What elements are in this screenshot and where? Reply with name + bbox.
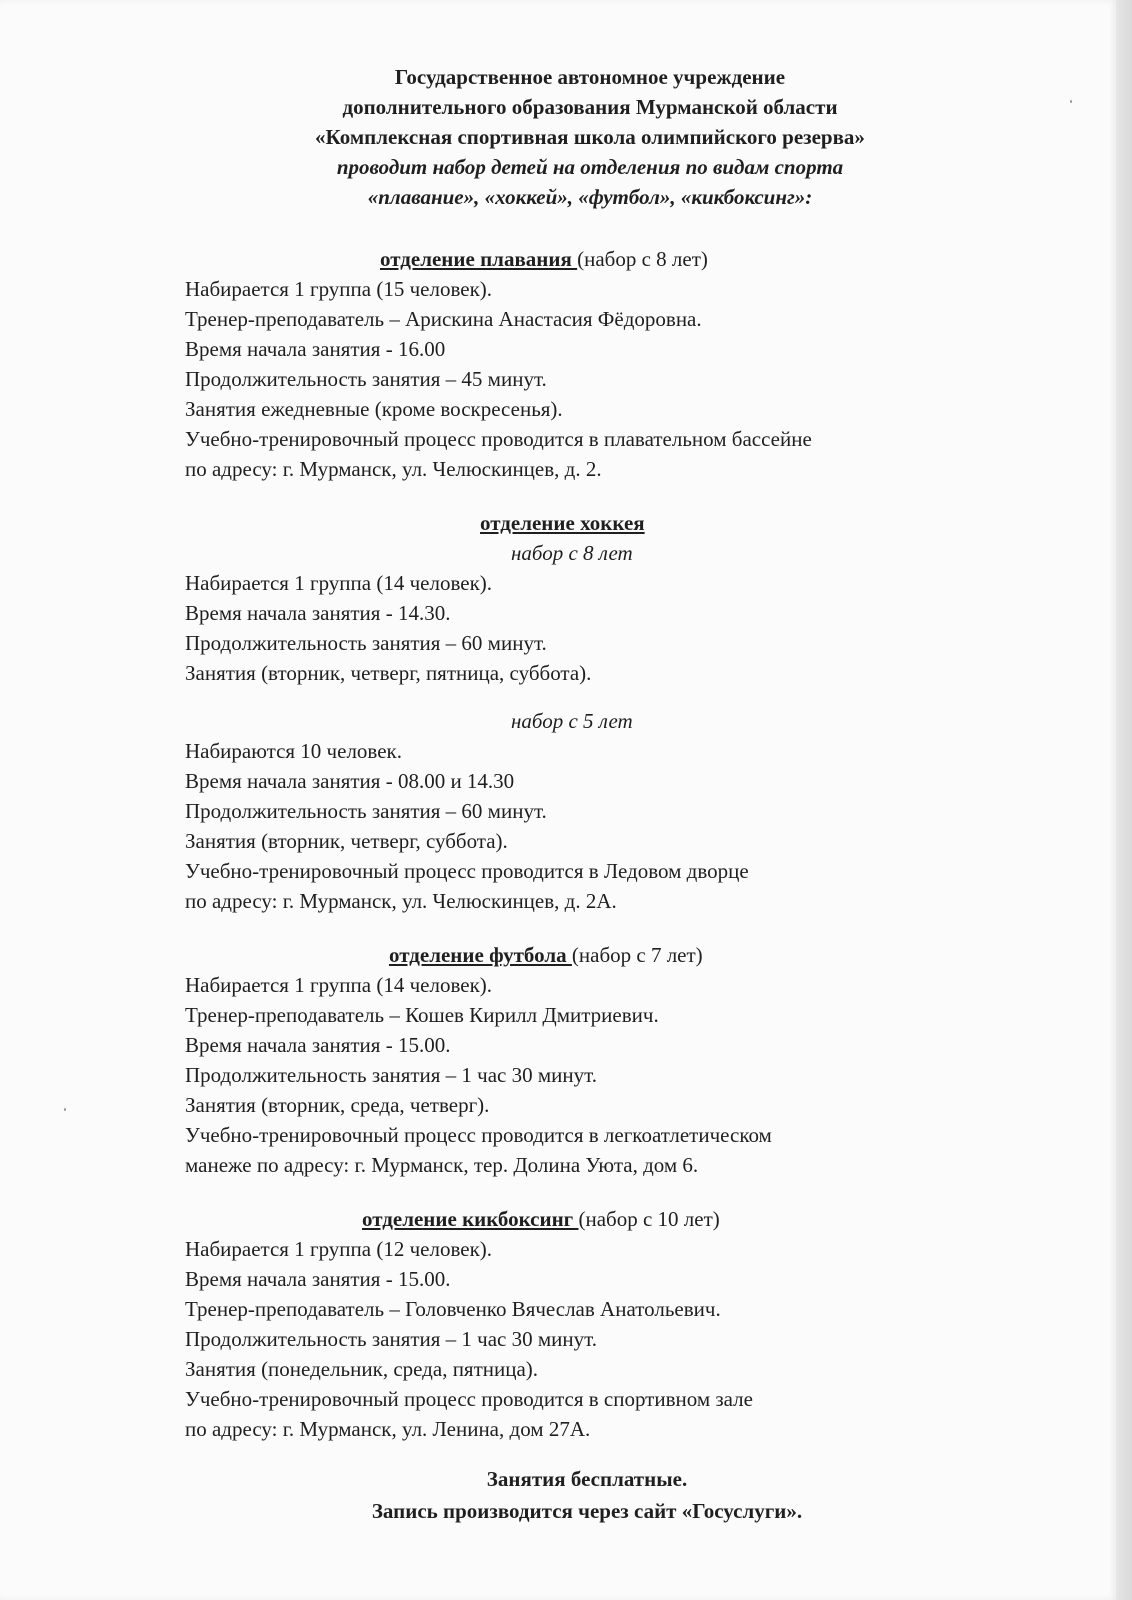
hockey-line: Набираются 10 человек. bbox=[185, 739, 402, 763]
kickboxing-line: по адресу: г. Мурманск, ул. Ленина, дом 27А. bbox=[185, 1417, 591, 1441]
hockey-line: Занятия (вторник, четверг, суббота). bbox=[185, 829, 508, 853]
kickboxing-line: Набирается 1 группа (12 человек). bbox=[185, 1237, 493, 1261]
football-details bbox=[185, 970, 772, 1180]
kickboxing-line: Занятия (понедельник, среда, пятница). bbox=[185, 1357, 539, 1381]
scan-speck bbox=[1070, 100, 1072, 103]
swimming-line: Занятия ежедневные (кроме воскресенья). bbox=[185, 397, 563, 421]
swimming-line: Набирается 1 группа (15 человек). bbox=[185, 277, 493, 301]
hockey-line: Набирается 1 группа (14 человек). bbox=[185, 571, 493, 595]
header-line-3: «Комплексная спортивная школа олимпийского резерва» bbox=[315, 125, 865, 149]
hockey-line: Время начала занятия - 08.00 и 14.30 bbox=[185, 769, 515, 793]
hockey-group2-details bbox=[185, 736, 749, 916]
swimming-details bbox=[185, 274, 812, 484]
header-line-4: проводит набор детей на отделения по видам спорта bbox=[336, 155, 844, 179]
swimming-line: Продолжительность занятия – 45 минут. bbox=[185, 367, 547, 391]
header-line-1: Государственное автономное учреждение bbox=[394, 65, 786, 89]
football-line: Занятия (вторник, среда, четверг). bbox=[185, 1093, 490, 1117]
header-line-5: «плавание», «хоккей», «футбол», «кикбоксинг»: bbox=[367, 185, 813, 209]
scan-speck bbox=[64, 1108, 66, 1111]
kickboxing-title: отделение кикбоксинг bbox=[362, 1207, 579, 1231]
football-line: Учебно-тренировочный процесс проводится в легкоатлетическом bbox=[185, 1123, 772, 1147]
hockey-line: по адресу: г. Мурманск, ул. Челюскинцев, д. 2А. bbox=[185, 889, 617, 913]
kickboxing-line: Время начала занятия - 15.00. bbox=[185, 1267, 451, 1291]
hockey-heading bbox=[480, 508, 645, 538]
header-line-2: дополнительного образования Мурманской области bbox=[342, 95, 838, 119]
kickboxing-heading bbox=[362, 1204, 720, 1234]
swimming-heading bbox=[380, 244, 708, 274]
hockey-line: Время начала занятия - 14.30. bbox=[185, 601, 451, 625]
swimming-line: Время начала занятия - 16.00 bbox=[185, 337, 446, 361]
football-line: Продолжительность занятия – 1 час 30 минут. bbox=[185, 1063, 597, 1087]
football-line: Набирается 1 группа (14 человек). bbox=[185, 973, 493, 997]
football-heading bbox=[389, 940, 703, 970]
document-header bbox=[0, 62, 1132, 212]
football-line: манеже по адресу: г. Мурманск, тер. Долина Уюта, дом 6. bbox=[185, 1153, 699, 1177]
hockey-line: Продолжительность занятия – 60 минут. bbox=[185, 799, 547, 823]
swimming-line: Тренер-преподаватель – Арискина Анастасия Фёдоровна. bbox=[185, 307, 702, 331]
hockey-group1-label: набор с 8 лет bbox=[511, 541, 633, 565]
hockey-group1-details bbox=[185, 568, 591, 688]
hockey-line: Учебно-тренировочный процесс проводится в Ледовом дворце bbox=[185, 859, 749, 883]
hockey-group2-label: набор с 5 лет bbox=[511, 709, 633, 733]
kickboxing-details bbox=[185, 1234, 753, 1444]
hockey-line: Продолжительность занятия – 60 минут. bbox=[185, 631, 547, 655]
hockey-title: отделение хоккея bbox=[480, 511, 645, 535]
footer-line-2: Запись производится через сайт «Госуслуги». bbox=[371, 1499, 803, 1523]
kickboxing-line: Продолжительность занятия – 1 час 30 минут. bbox=[185, 1327, 597, 1351]
swimming-title: отделение плавания bbox=[380, 247, 578, 271]
kickboxing-note: (набор с 10 лет) bbox=[578, 1207, 720, 1231]
hockey-line: Занятия (вторник, четверг, пятница, суббота). bbox=[185, 661, 592, 685]
kickboxing-line: Учебно-тренировочный процесс проводится в спортивном зале bbox=[185, 1387, 753, 1411]
document-footer bbox=[0, 1463, 1132, 1527]
football-title: отделение футбола bbox=[389, 943, 572, 967]
swimming-note: (набор с 8 лет) bbox=[577, 247, 708, 271]
footer-line-1: Занятия бесплатные. bbox=[486, 1467, 688, 1491]
swimming-line: по адресу: г. Мурманск, ул. Челюскинцев, д. 2. bbox=[185, 457, 602, 481]
swimming-line: Учебно-тренировочный процесс проводится в плавательном бассейне bbox=[185, 427, 812, 451]
football-line: Время начала занятия - 15.00. bbox=[185, 1033, 451, 1057]
kickboxing-line: Тренер-преподаватель – Головченко Вячеслав Анатольевич. bbox=[185, 1297, 721, 1321]
football-line: Тренер-преподаватель – Кошев Кирилл Дмитриевич. bbox=[185, 1003, 659, 1027]
football-note: (набор с 7 лет) bbox=[571, 943, 703, 967]
page-edge-shadow bbox=[1116, 0, 1132, 1600]
